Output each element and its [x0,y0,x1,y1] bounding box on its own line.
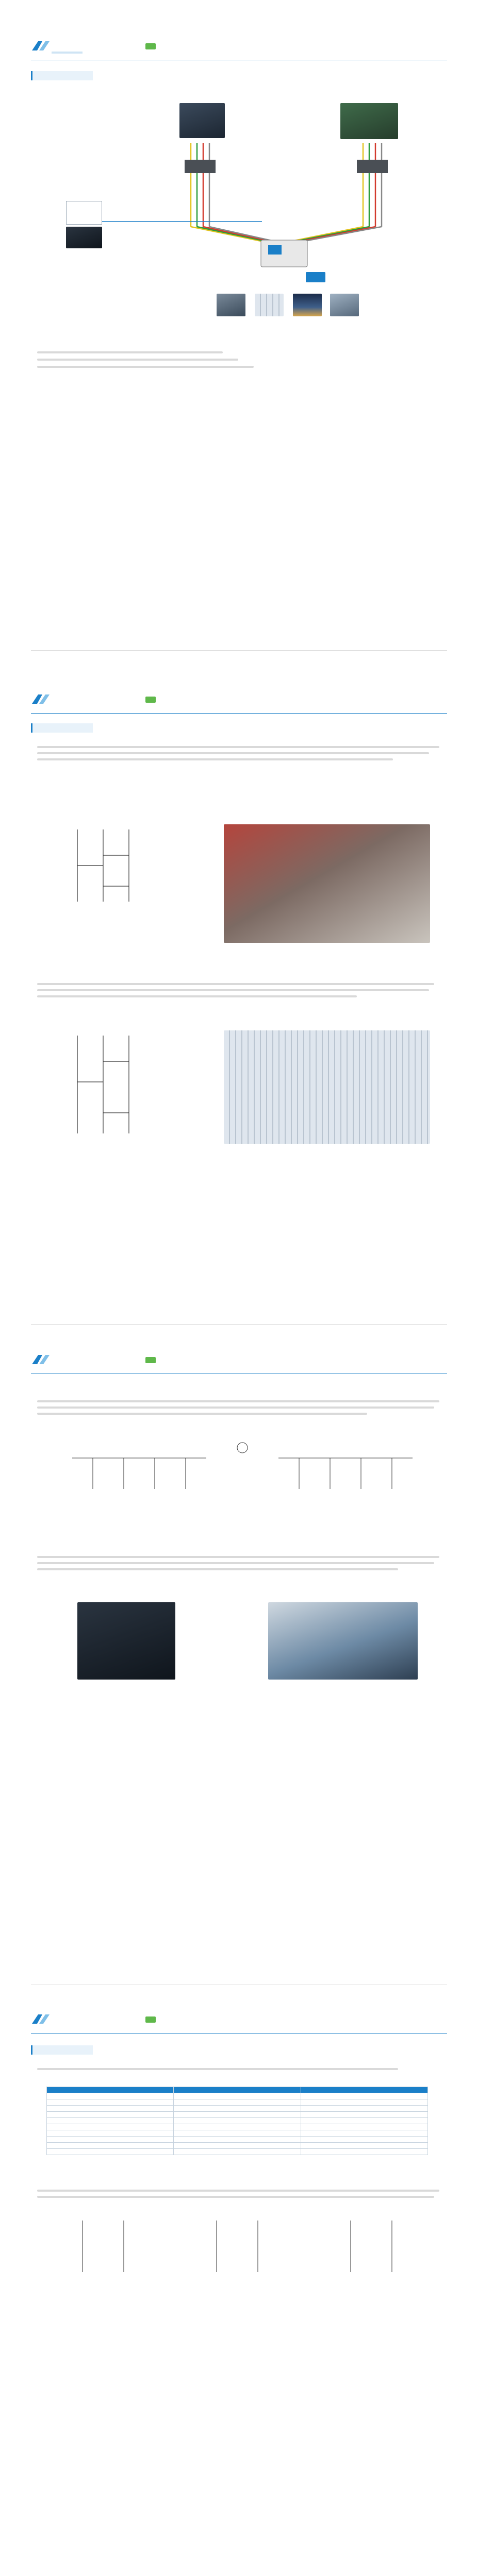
text-line [37,351,223,353]
brand-underline [52,52,83,54]
load-photo-3 [293,294,322,316]
text-line [37,752,429,754]
section-heading [31,2045,93,2055]
circuit-schematic-2 [62,1030,170,1144]
text-line [37,1413,367,1415]
section-heading [31,71,93,80]
load-photo-4 [330,294,359,316]
section-heading [31,723,93,733]
pump-room-photo [224,824,430,943]
data-center-photo [224,1030,430,1144]
text-line [37,2190,439,2192]
text-line [37,1562,434,1564]
switch-state-diagrams [62,2210,423,2282]
distribution-diagram [62,1427,423,1499]
header-badge [145,697,156,703]
text-line [37,2068,398,2070]
footer-rule [31,1324,447,1325]
header-rule [31,713,447,714]
brand-logo-icon [31,39,51,53]
page-header [0,2004,477,2040]
breaker-right [357,160,388,173]
page-header [0,684,477,720]
train-station-photo [268,1602,418,1680]
circuit-schematic-1 [62,824,170,912]
text-line [37,989,429,991]
text-line [37,995,357,997]
section-switching-principle [0,670,477,1334]
atse-display [268,245,282,255]
load-photo-2 [255,294,284,316]
load-photo-1 [217,294,245,316]
controller-photo [66,201,102,225]
header-badge [145,43,156,49]
text-line [37,2196,434,2198]
header-badge [145,1357,156,1363]
generator-photo [340,103,398,139]
text-line [37,1406,434,1409]
footer-rule [31,650,447,651]
text-line [37,746,439,748]
section-applications [0,1334,477,1994]
ups-box [306,272,325,282]
section-specifications [0,1994,477,2576]
text-line [37,366,254,368]
atse-device [261,240,307,267]
text-line [37,1556,439,1558]
text-line [37,359,238,361]
page-header [0,1345,477,1381]
brand-logo-icon [31,2012,51,2026]
text-line [37,1568,398,1570]
wiring-diagram [170,139,413,283]
brand-logo-icon [31,1353,51,1366]
spec-table [46,2087,428,2155]
text-line [37,1400,439,1402]
controller-panel-photo [66,227,102,248]
brand-logo-icon [31,692,51,706]
header-badge [145,2016,156,2023]
control-line [102,216,262,227]
section-application-diagram [0,0,477,659]
text-line [37,983,434,985]
text-line [37,758,393,760]
page-header [0,31,477,67]
breaker-left [185,160,216,173]
grid-power-photo [179,103,225,138]
control-room-photo [77,1602,175,1680]
